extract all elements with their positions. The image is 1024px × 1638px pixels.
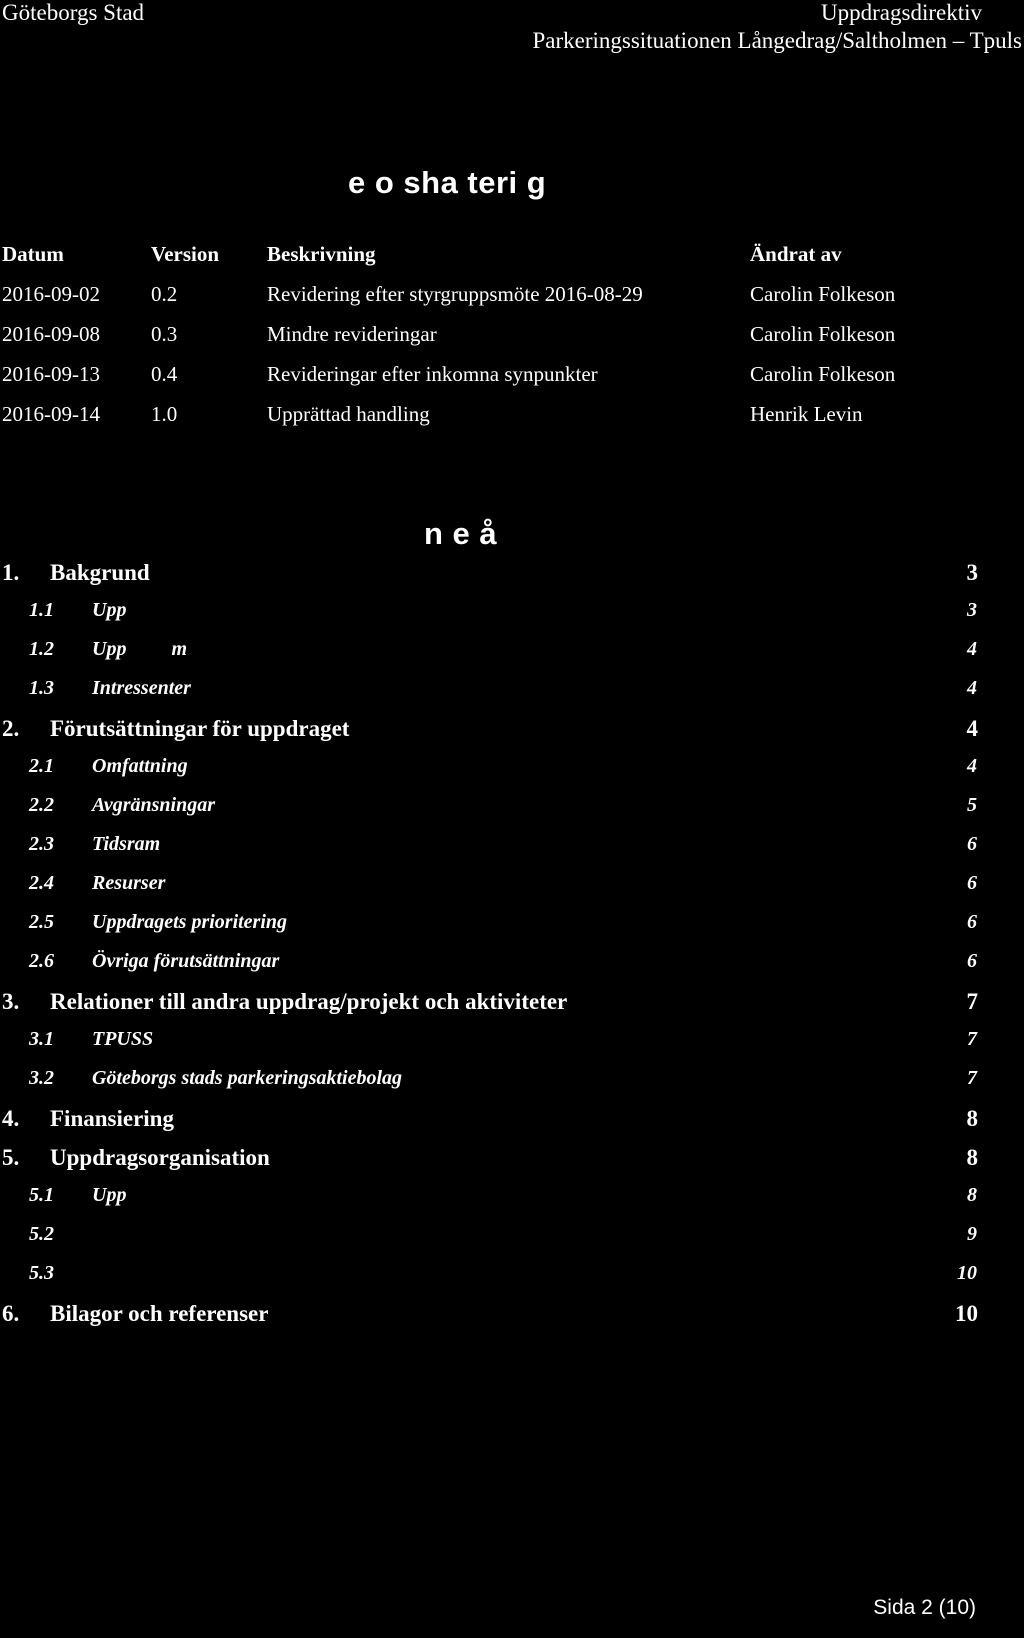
- toc-entry-number: 2.1: [29, 755, 54, 777]
- toc-entry[interactable]: [2, 638, 978, 677]
- column-header-date: Datum: [2, 242, 64, 266]
- toc-entry-title: Relationer till andra uppdrag/projekt och aktiviteter: [50, 989, 568, 1014]
- toc-entry[interactable]: [2, 1301, 978, 1340]
- toc-entry-number: 1.2: [29, 638, 54, 660]
- toc-entry[interactable]: [2, 1262, 978, 1301]
- toc-entry-title: Uppdragets prioritering: [92, 911, 288, 933]
- row-date: 2016-09-14: [2, 402, 100, 426]
- toc-entry-page: 8: [966, 1106, 978, 1131]
- toc-entry-page: 4: [967, 755, 977, 777]
- toc-entry-title: Upp m: [92, 638, 187, 660]
- toc-entry-page: 4: [966, 716, 978, 741]
- table-row: [2, 322, 1002, 362]
- toc-entry-title: Omfattning: [92, 755, 188, 777]
- toc-entry-title: Upp: [92, 599, 127, 621]
- revision-history-heading: e o sha teri g: [348, 165, 547, 200]
- column-header-version: Version: [151, 242, 220, 266]
- toc-entry-page: 7: [966, 989, 978, 1014]
- toc-entry-number: 3.1: [29, 1028, 54, 1050]
- toc-entry[interactable]: [2, 1223, 978, 1262]
- toc-entry[interactable]: [2, 560, 978, 599]
- table-row: [2, 362, 1002, 402]
- table-row: [2, 402, 1002, 442]
- toc-entry-page: 10: [955, 1301, 978, 1326]
- toc-entry-page: 4: [967, 638, 977, 660]
- row-changed-by: Carolin Folkeson: [750, 362, 896, 386]
- toc-entry-page: 6: [967, 911, 977, 933]
- toc-heading: n e å: [424, 516, 498, 551]
- toc-entry-page: 5: [967, 794, 977, 816]
- toc-entry[interactable]: [2, 794, 978, 833]
- row-version: 0.4: [151, 362, 178, 386]
- header-document-type: Uppdragsdirektiv: [821, 0, 982, 25]
- header-organization: Göteborgs Stad: [2, 0, 145, 25]
- toc-entry-title: Intressenter: [92, 677, 191, 699]
- toc-entry[interactable]: [2, 755, 978, 794]
- toc-entry-number: 2.5: [29, 911, 54, 933]
- toc-entry-page: 6: [967, 872, 977, 894]
- row-date: 2016-09-08: [2, 322, 100, 346]
- toc-entry-title: Avgränsningar: [92, 794, 216, 816]
- toc-entry-number: 5.3: [29, 1262, 54, 1284]
- toc-entry[interactable]: [2, 1145, 978, 1184]
- toc-entry-number: 2.6: [29, 950, 54, 972]
- toc-entry[interactable]: [2, 599, 978, 638]
- revision-table-header-row: [2, 242, 1002, 282]
- toc-entry-title: Övriga förutsättningar: [92, 950, 280, 972]
- table-of-contents: [2, 560, 978, 1340]
- toc-entry[interactable]: [2, 989, 978, 1028]
- toc-entry[interactable]: [2, 1067, 978, 1106]
- toc-entry-title: Resurser: [92, 872, 166, 894]
- toc-entry-number: 3.: [2, 989, 20, 1014]
- toc-entry-title: Tidsram: [92, 833, 161, 855]
- toc-entry-number: 2.3: [29, 833, 54, 855]
- toc-entry[interactable]: [2, 950, 978, 989]
- toc-entry-page: 8: [967, 1184, 977, 1206]
- toc-entry-title: Finansiering: [50, 1106, 174, 1131]
- toc-entry-number: 5.: [2, 1145, 20, 1170]
- toc-entry[interactable]: [2, 716, 978, 755]
- toc-entry[interactable]: [2, 1106, 978, 1145]
- row-version: 0.2: [151, 282, 178, 306]
- toc-entry-number: 4.: [2, 1106, 20, 1131]
- toc-entry-page: 6: [967, 833, 977, 855]
- column-header-description: Beskrivning: [267, 242, 376, 266]
- toc-entry-number: 3.2: [29, 1067, 54, 1089]
- toc-entry-title: Förutsättningar för uppdraget: [50, 716, 350, 741]
- toc-entry[interactable]: [2, 677, 978, 716]
- revision-table: [2, 242, 1002, 442]
- row-description: Mindre revideringar: [267, 322, 437, 346]
- row-version: 1.0: [151, 402, 178, 426]
- row-description: Revideringar efter inkomna synpunkter: [267, 362, 598, 386]
- toc-entry-page: 3: [966, 560, 978, 585]
- toc-entry-number: 2.2: [29, 794, 54, 816]
- toc-entry[interactable]: [2, 1184, 978, 1223]
- toc-entry-page: 7: [967, 1067, 977, 1089]
- toc-entry-title: Bilagor och referenser: [50, 1301, 269, 1326]
- row-version: 0.3: [151, 322, 178, 346]
- row-description: Upprättad handling: [267, 402, 430, 426]
- toc-entry-page: 3: [967, 599, 977, 621]
- toc-entry-page: 7: [967, 1028, 977, 1050]
- toc-entry-number: 5.2: [29, 1223, 54, 1245]
- toc-entry-title: Upp: [92, 1184, 127, 1206]
- toc-entry-number: 5.1: [29, 1184, 54, 1206]
- toc-entry[interactable]: [2, 833, 978, 872]
- row-description: Revidering efter styrgruppsmöte 2016-08-29: [267, 282, 643, 306]
- toc-entry-page: 8: [966, 1145, 978, 1170]
- row-changed-by: Henrik Levin: [750, 402, 863, 426]
- toc-entry-number: 1.1: [29, 599, 54, 621]
- toc-entry-page: 9: [967, 1223, 977, 1245]
- page-number: Sida 2 (10): [873, 1596, 976, 1619]
- toc-entry-title: Göteborgs stads parkeringsaktiebolag: [92, 1067, 403, 1089]
- table-row: [2, 282, 1002, 322]
- column-header-changed-by: Ändrat av: [750, 242, 842, 266]
- toc-entry-number: 1.: [2, 560, 20, 585]
- toc-entry-number: 6.: [2, 1301, 20, 1326]
- row-changed-by: Carolin Folkeson: [750, 322, 896, 346]
- toc-entry-number: 2.4: [29, 872, 54, 894]
- toc-entry-title: TPUSS: [92, 1028, 154, 1050]
- toc-entry-page: 4: [967, 677, 977, 699]
- toc-entry-number: 1.3: [29, 677, 54, 699]
- toc-entry-title: Bakgrund: [50, 560, 150, 585]
- toc-entry[interactable]: [2, 911, 978, 950]
- header-project-title: Parkeringssituationen Långedrag/Saltholmen – Tpuls: [532, 28, 1022, 53]
- toc-entry-title: Uppdragsorganisation: [50, 1145, 270, 1170]
- toc-entry-number: 2.: [2, 716, 20, 741]
- row-changed-by: Carolin Folkeson: [750, 282, 896, 306]
- toc-entry-page: 6: [967, 950, 977, 972]
- row-date: 2016-09-13: [2, 362, 100, 386]
- row-date: 2016-09-02: [2, 282, 100, 306]
- toc-entry[interactable]: [2, 1028, 978, 1067]
- toc-entry[interactable]: [2, 872, 978, 911]
- toc-entry-page: 10: [957, 1262, 977, 1284]
